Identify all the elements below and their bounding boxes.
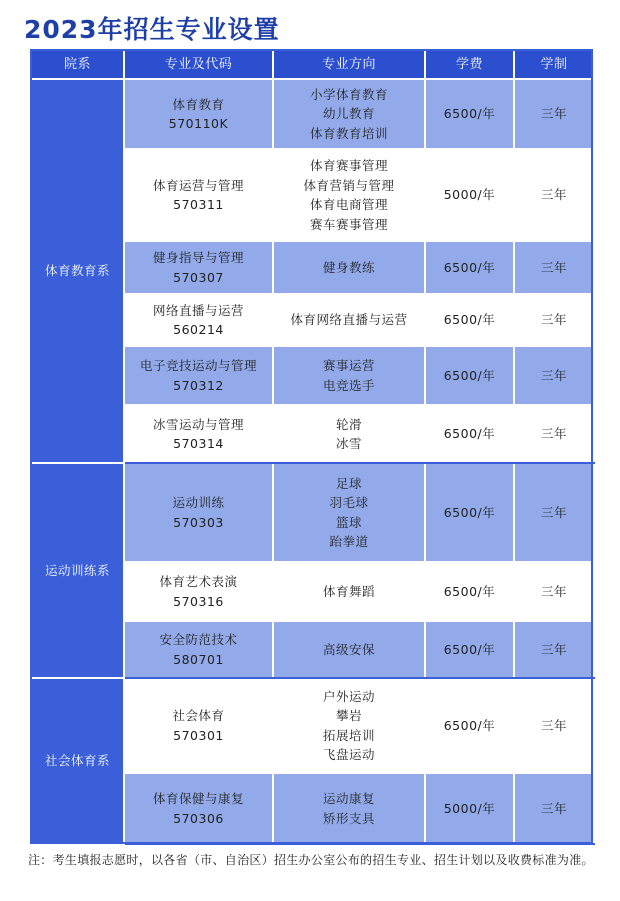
major-code: 570306 <box>173 810 224 826</box>
major-cell <box>124 678 273 773</box>
direction-item: 体育网络直播与运营 <box>290 312 408 328</box>
major-name: 体育艺术表演 <box>159 574 238 589</box>
department-cell: 体育教育系 <box>31 79 124 463</box>
header-direction: 专业方向 <box>273 50 425 79</box>
fee-cell: 6500/年 <box>425 562 514 621</box>
major-name: 社会体育 <box>172 708 225 723</box>
department-cell: 运动训练系 <box>31 463 124 678</box>
duration-cell: 三年 <box>514 346 594 405</box>
direction-item: 羽毛球 <box>329 495 369 510</box>
table-row <box>31 79 594 149</box>
major-cell <box>124 241 273 294</box>
direction-item: 体育赛事管理 <box>309 158 388 173</box>
direction-item: 足球 <box>335 475 362 491</box>
fee-cell: 6500/年 <box>425 241 514 294</box>
fee-cell: 5000/年 <box>425 149 514 241</box>
direction-cell <box>273 346 425 405</box>
major-code: 580701 <box>173 651 224 667</box>
direction-item: 体育营销与管理 <box>303 177 395 193</box>
header-department: 院系 <box>31 50 124 79</box>
major-name: 安全防范技术 <box>159 632 238 647</box>
direction-item: 幼儿教育 <box>322 106 375 122</box>
table-row <box>31 678 594 773</box>
duration-cell: 三年 <box>514 621 594 678</box>
major-code: 570307 <box>173 269 224 285</box>
direction-cell <box>273 149 425 241</box>
major-code: 570110K <box>168 116 229 131</box>
major-name: 体育保健与康复 <box>152 791 244 806</box>
header-major-code: 专业及代码 <box>124 50 273 79</box>
direction-cell <box>273 79 425 149</box>
major-cell <box>124 463 273 562</box>
header-duration: 学制 <box>514 50 594 79</box>
duration-cell: 三年 <box>514 79 594 149</box>
duration-cell: 三年 <box>514 678 594 773</box>
majors-table <box>30 49 595 845</box>
table-header-row <box>31 50 594 79</box>
direction-item: 户外运动 <box>322 688 375 704</box>
duration-cell: 三年 <box>514 149 594 241</box>
direction-item: 飞盘运动 <box>322 747 375 762</box>
page-title: 2023年招生专业设置 <box>24 15 280 44</box>
direction-item: 拓展培训 <box>322 727 375 743</box>
major-name: 体育运营与管理 <box>152 177 244 193</box>
direction-item: 攀岩 <box>335 708 362 723</box>
major-name: 网络直播与运营 <box>152 302 244 318</box>
major-name: 体育教育 <box>172 96 225 112</box>
major-code: 560214 <box>173 322 224 337</box>
fee-cell: 6500/年 <box>425 79 514 149</box>
direction-item: 体育教育培训 <box>309 125 388 141</box>
direction-item: 体育电商管理 <box>309 197 388 212</box>
direction-item: 赛事运营 <box>322 358 375 373</box>
major-cell <box>124 149 273 241</box>
direction-item: 轮滑 <box>335 416 362 432</box>
direction-cell <box>273 463 425 562</box>
direction-item: 冰雪 <box>335 436 362 451</box>
header-fee: 学费 <box>425 50 514 79</box>
direction-item: 健身教练 <box>322 259 375 275</box>
direction-cell <box>273 678 425 773</box>
direction-cell <box>273 241 425 294</box>
major-cell <box>124 405 273 463</box>
major-code: 570303 <box>173 514 224 530</box>
direction-item: 体育舞蹈 <box>322 583 375 599</box>
direction-item: 篮球 <box>335 514 362 530</box>
table-row <box>31 463 594 562</box>
major-name: 运动训练 <box>172 495 225 510</box>
direction-item: 电竞选手 <box>322 377 375 393</box>
footnote: 注：考生填报志愿时，以各省（市、自治区）招生办公室公布的招生专业、招生计划以及收费标准为准。 <box>28 853 594 867</box>
fee-cell: 6500/年 <box>425 405 514 463</box>
duration-cell: 三年 <box>514 463 594 562</box>
fee-cell: 5000/年 <box>425 773 514 844</box>
major-name: 健身指导与管理 <box>152 250 244 265</box>
direction-item: 运动康复 <box>322 791 375 806</box>
duration-cell: 三年 <box>514 405 594 463</box>
direction-item: 小学体育教育 <box>309 86 388 102</box>
major-code: 570301 <box>173 727 224 743</box>
fee-cell: 6500/年 <box>425 621 514 678</box>
direction-item: 高级安保 <box>322 641 375 657</box>
major-code: 570311 <box>173 197 224 212</box>
major-cell <box>124 562 273 621</box>
duration-cell: 三年 <box>514 241 594 294</box>
direction-item: 赛车赛事管理 <box>309 216 388 232</box>
department-cell: 社会体育系 <box>31 678 124 844</box>
duration-cell: 三年 <box>514 773 594 844</box>
table-body <box>31 79 594 844</box>
direction-cell <box>273 405 425 463</box>
duration-cell: 三年 <box>514 294 594 346</box>
direction-cell <box>273 294 425 346</box>
direction-cell <box>273 773 425 844</box>
major-name: 冰雪运动与管理 <box>152 416 244 432</box>
fee-cell: 6500/年 <box>425 463 514 562</box>
direction-item: 矫形支具 <box>322 810 375 826</box>
fee-cell: 6500/年 <box>425 346 514 405</box>
major-code: 570314 <box>173 436 224 451</box>
major-cell <box>124 621 273 678</box>
direction-item: 跆拳道 <box>329 534 369 549</box>
major-name: 电子竞技运动与管理 <box>139 358 257 373</box>
fee-cell: 6500/年 <box>425 678 514 773</box>
major-cell <box>124 773 273 844</box>
direction-cell <box>273 621 425 678</box>
major-code: 570312 <box>173 377 224 393</box>
major-cell <box>124 346 273 405</box>
direction-cell <box>273 562 425 621</box>
fee-cell: 6500/年 <box>425 294 514 346</box>
major-code: 570316 <box>173 593 224 609</box>
duration-cell: 三年 <box>514 562 594 621</box>
major-cell <box>124 294 273 346</box>
major-cell <box>124 79 273 149</box>
